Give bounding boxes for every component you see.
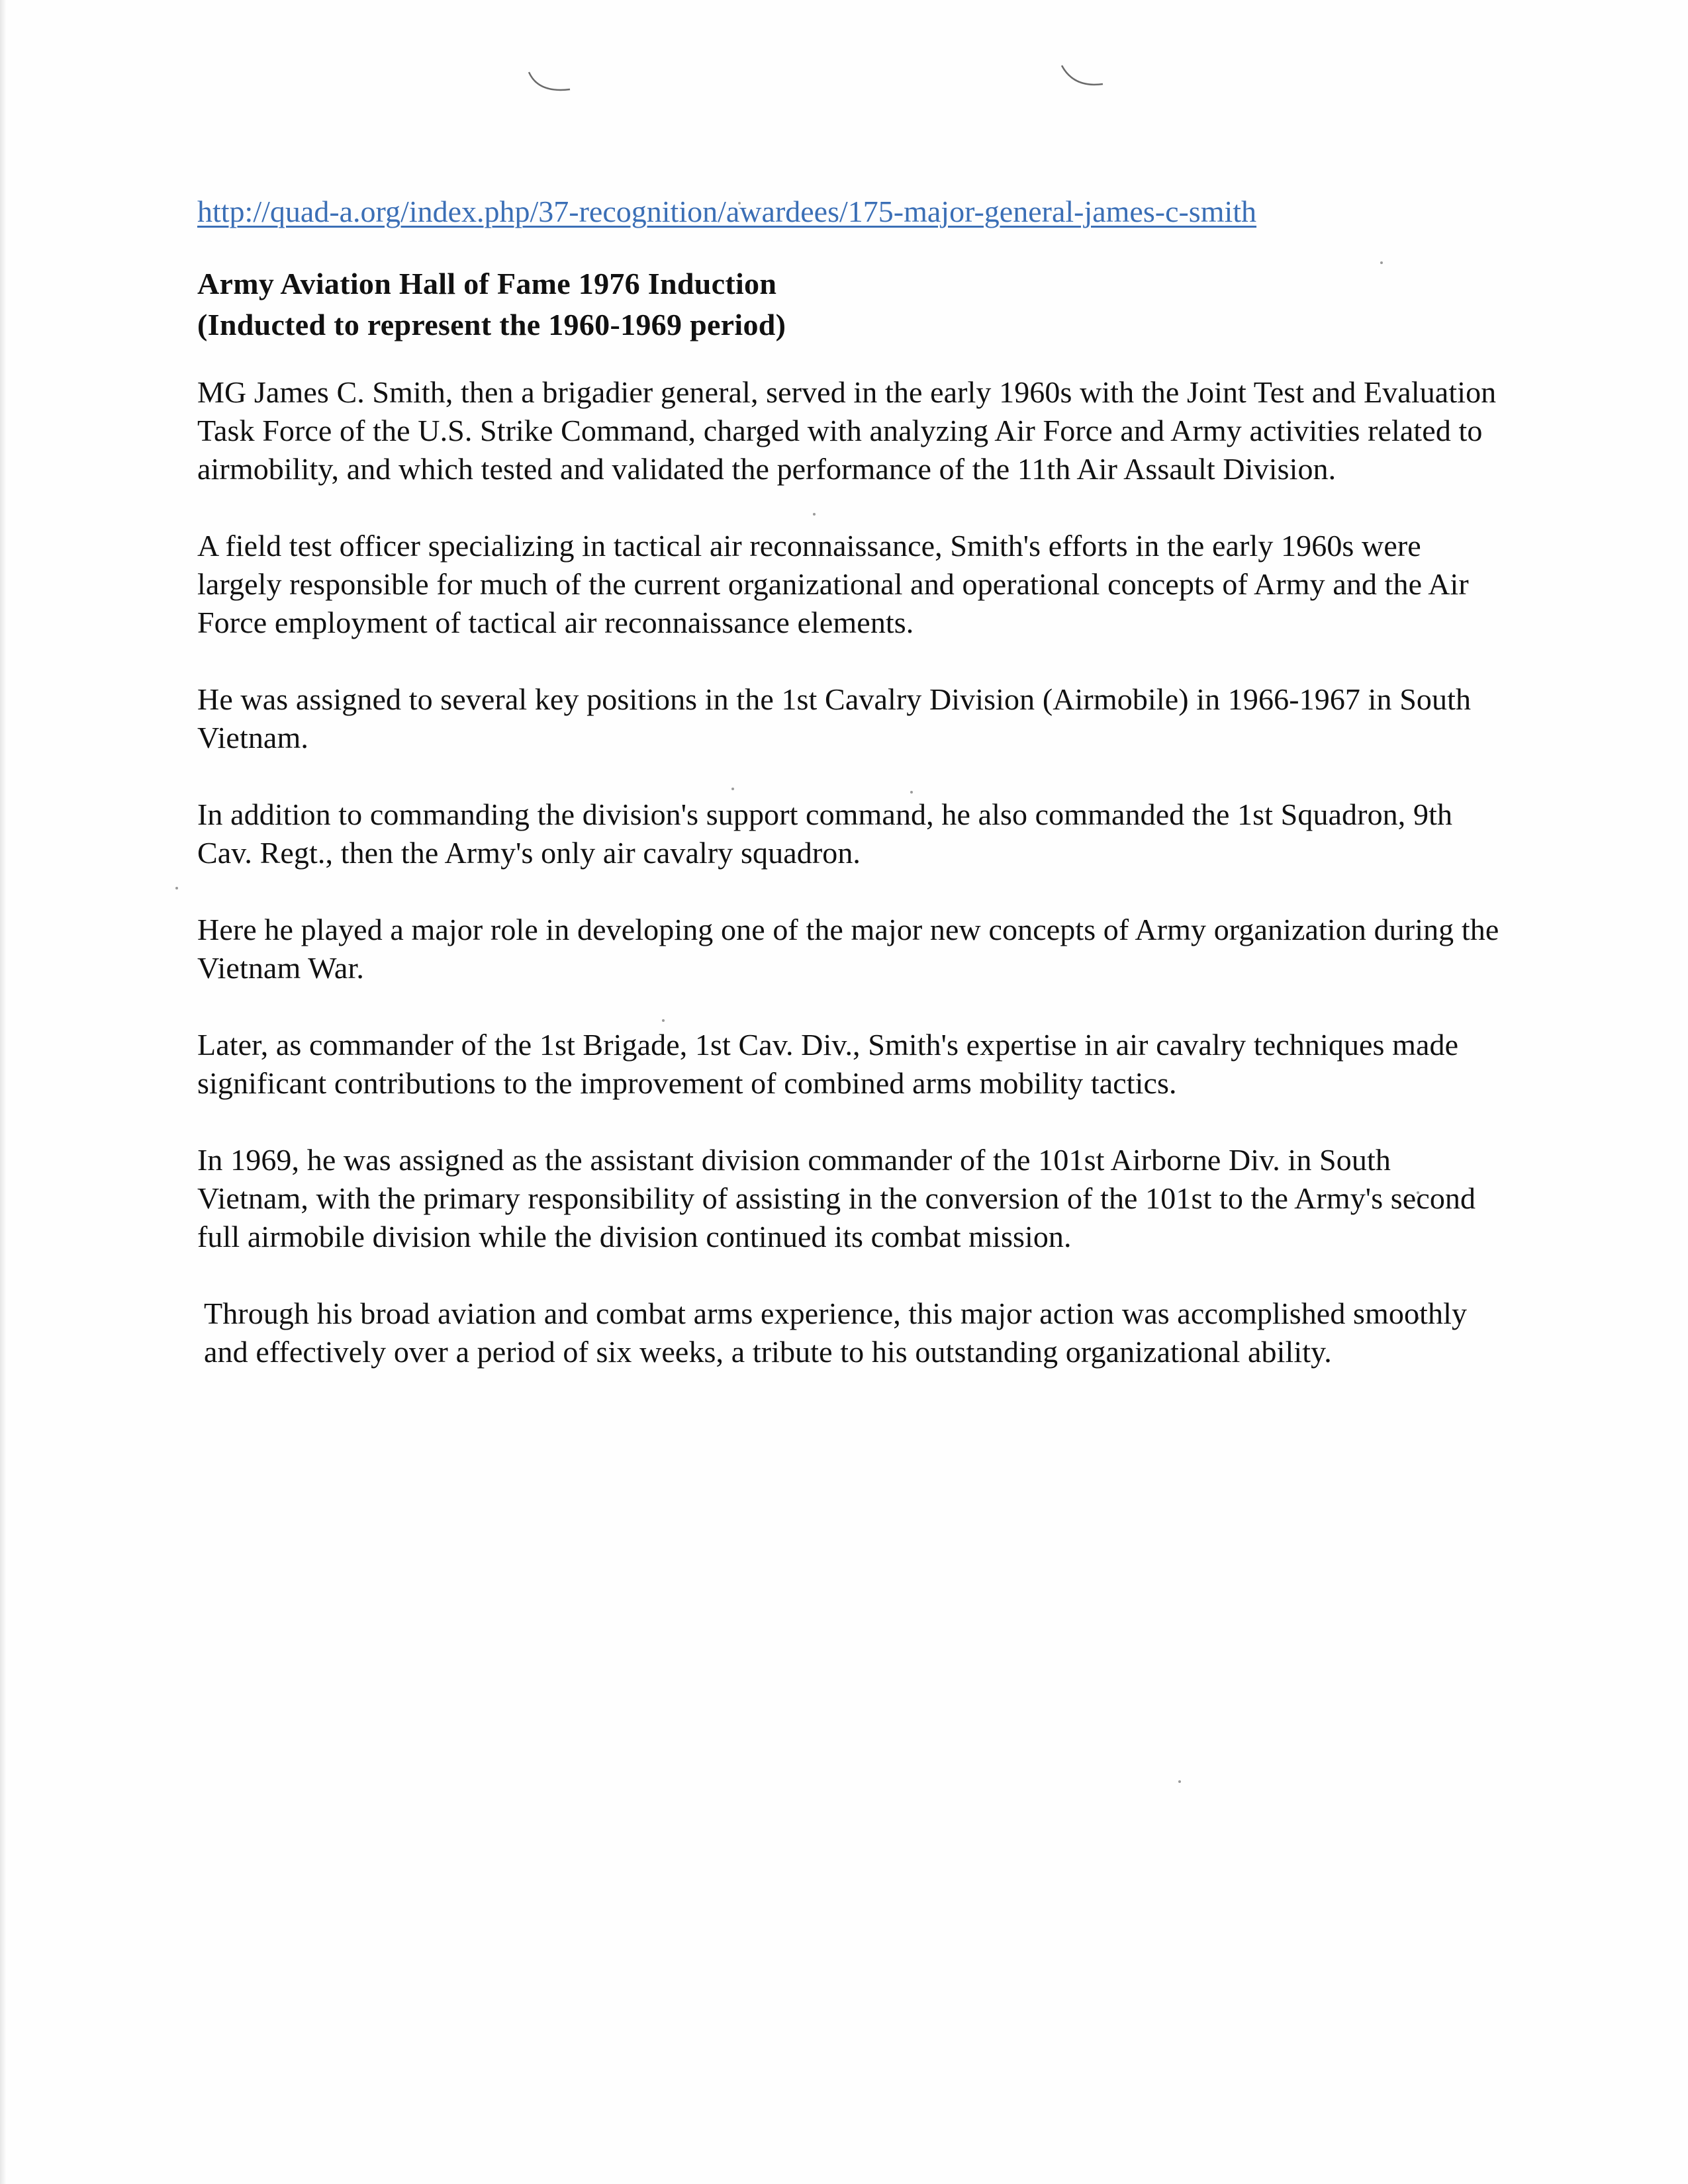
scan-speck	[1178, 1780, 1181, 1783]
hole-punch-mark-right	[1059, 63, 1105, 89]
paragraph-8: Through his broad aviation and combat arms experience, this major action was accomplished smoothly and effectively over a period of six weeks, a tribute to his outstanding organizational ability.	[204, 1297, 1468, 1369]
scan-edge-shadow	[0, 0, 7, 2184]
heading-line-1: Army Aviation Hall of Fame 1976 Induction	[197, 267, 777, 300]
document-body	[197, 192, 1521, 1410]
heading-line-2: (Inducted to represent the 1960-1969 period)	[197, 308, 786, 341]
paragraph-6: Later, as commander of the 1st Brigade, 1st Cav. Div., Smith's expertise in air cavalry techniques made significant contributions to the improvement of combined arms mobility tactics.	[197, 1028, 1459, 1100]
paragraph-1: MG James C. Smith, then a brigadier general, served in the early 1960s with the Joint Test and Evaluation Task Force of the U.S. Strike Command, charged with analyzing Air Force and Army activities related to airmobility, and which tested and validated the performance of the 11th Air Assault Division.	[197, 375, 1497, 486]
scan-speck	[175, 887, 178, 889]
paragraph-4: In addition to commanding the division's support command, he also commanded the 1st Squadron, 9th Cav. Regt., then the Army's only air cavalry squadron.	[197, 797, 1453, 870]
document-heading	[197, 263, 1521, 345]
paragraph-2: A field test officer specializing in tactical air reconnaissance, Smith's efforts in the early 1960s were largely responsible for much of the current organizational and operational concepts of Army and the Air Force employment of tactical air reconnaissance elements.	[197, 529, 1469, 639]
paragraph-3: He was assigned to several key positions in the 1st Cavalry Division (Airmobile) in 1966-1967 in South Vietnam.	[197, 682, 1472, 754]
paragraph-5: Here he played a major role in developing one of the major new concepts of Army organization during the Vietnam War.	[197, 913, 1499, 985]
source-url-link[interactable]: http://quad-a.org/index.php/37-recognition/awardees/175-major-general-james-c-smith	[197, 195, 1257, 228]
hole-punch-mark-left	[526, 69, 573, 96]
paragraph-7: In 1969, he was assigned as the assistant division commander of the 101st Airborne Div. in South Vietnam, with the primary responsibility of assisting in the conversion of the 101st to the Army's second full airmobile division while the division continued its combat mission.	[197, 1143, 1476, 1253]
